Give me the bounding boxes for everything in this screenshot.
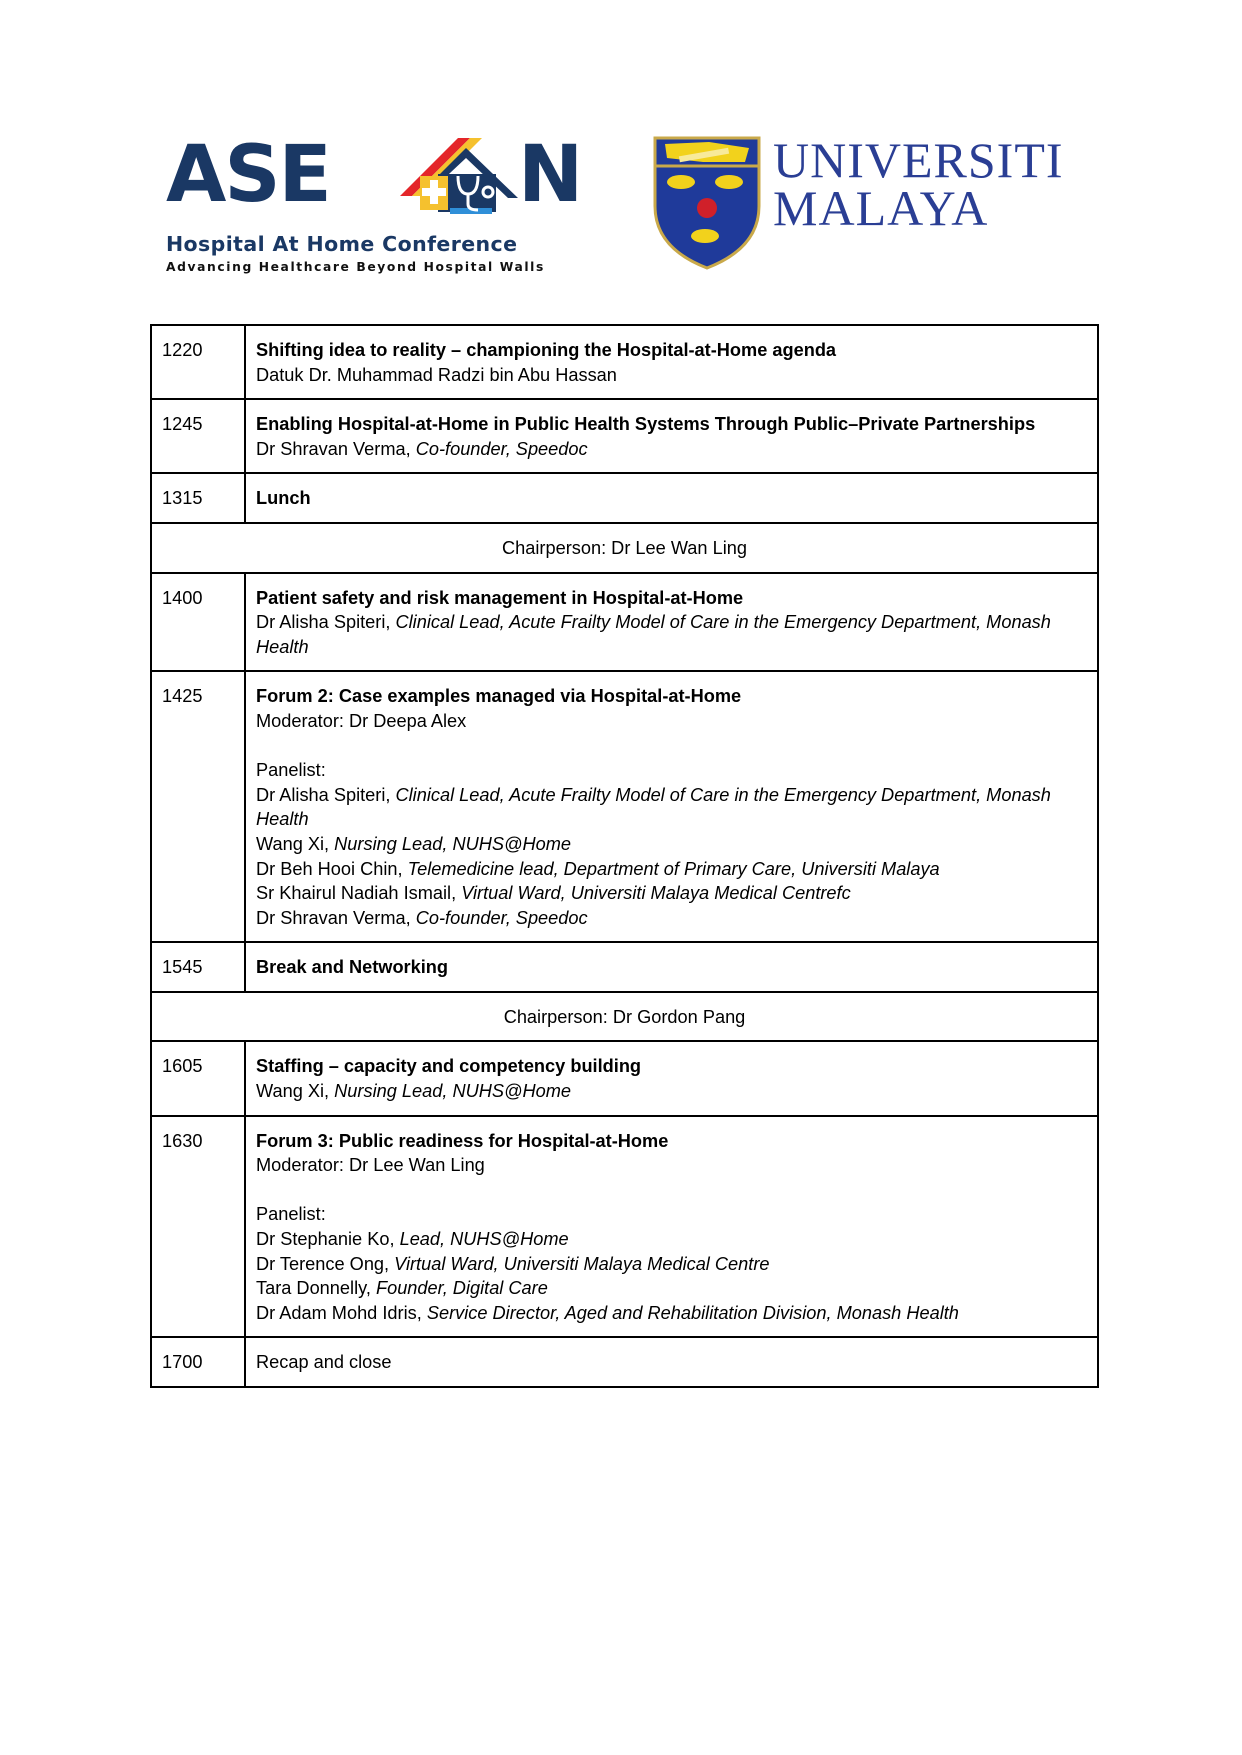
asean-logo-word: ASE <box>166 130 330 220</box>
speaker-role: Co-founder, Speedoc <box>415 438 588 459</box>
panelist <box>256 1227 1087 1252</box>
agenda-row <box>151 671 1098 942</box>
spacer <box>256 734 1087 759</box>
panelist-name: Dr Stephanie Ko, <box>256 1229 400 1250</box>
spacer <box>256 1178 1087 1203</box>
university-name <box>773 132 1064 236</box>
agenda-row <box>151 1337 1098 1387</box>
agenda-row <box>151 325 1098 399</box>
session-time: 1245 <box>151 399 245 473</box>
panelist <box>256 857 1087 882</box>
panelist-name: Dr Beh Hooi Chin, <box>256 858 408 879</box>
panelist-name: Sr Khairul Nadiah Ismail, <box>256 883 462 904</box>
panelist <box>256 906 1087 931</box>
panelist-role: Lead, NUHS@Home <box>399 1229 569 1250</box>
panelist <box>256 1301 1087 1326</box>
panelist-role: Clinical Lead, Acute Frailty Model of Care in the Emergency Department, Monash Health <box>256 784 1051 830</box>
speaker-name: Dr Shravan Verma, <box>256 438 416 459</box>
session-title: Recap and close <box>256 1352 392 1373</box>
panelist <box>256 832 1087 857</box>
agenda-row <box>151 942 1098 992</box>
panelist <box>256 1276 1087 1301</box>
panelist-role: Nursing Lead, NUHS@Home <box>334 833 571 854</box>
university-name-line1: UNIVERSITI <box>773 132 1064 188</box>
panelist-name: Tara Donnelly, <box>256 1278 376 1299</box>
session-title: Forum 3: Public readiness for Hospital-at-Home <box>256 1130 669 1151</box>
panelist-label: Panelist: <box>256 760 326 781</box>
speaker <box>256 610 1087 659</box>
panelist-name: Wang Xi, <box>256 833 335 854</box>
panelist-name: Dr Terence Ong, <box>256 1253 395 1274</box>
university-crest-icon <box>653 136 761 270</box>
speaker-role: Clinical Lead, Acute Frailty Model of Care in the Emergency Department, Monash Health <box>256 612 1051 657</box>
chairperson: Chairperson: Dr Lee Wan Ling <box>151 523 1098 573</box>
session-title: Staffing – capacity and competency building <box>256 1056 642 1077</box>
moderator: Moderator: Dr Lee Wan Ling <box>256 1155 485 1176</box>
speaker-name: Dr Alisha Spiteri, <box>256 612 396 633</box>
conference-name: Hospital At Home Conference <box>166 232 518 256</box>
logo-header <box>0 126 1242 276</box>
session-title: Break and Networking <box>256 957 449 978</box>
agenda-row <box>151 473 1098 523</box>
panelist-role: Co-founder, Speedoc <box>415 907 588 928</box>
session-time: 1630 <box>151 1116 245 1338</box>
agenda-table <box>150 324 1099 1388</box>
asean-logo-word-n: N <box>518 130 584 220</box>
panelist-role: Service Director, Aged and Rehabilitation Division, Monash Health <box>426 1302 959 1323</box>
session-time: 1700 <box>151 1337 245 1387</box>
agenda-row <box>151 1041 1098 1115</box>
session-time: 1425 <box>151 671 245 942</box>
chairperson-row <box>151 523 1098 573</box>
session-details <box>245 942 1098 992</box>
conference-tagline: Advancing Healthcare Beyond Hospital Walls <box>166 260 545 274</box>
speaker <box>256 1079 1087 1104</box>
panelist-name: Dr Shravan Verma, <box>256 907 416 928</box>
university-name-line2: MALAYA <box>773 180 989 236</box>
panelist-label: Panelist: <box>256 1204 326 1225</box>
moderator: Moderator: Dr Deepa Alex <box>256 710 467 731</box>
session-details <box>245 1041 1098 1115</box>
session-details <box>245 473 1098 523</box>
agenda-row <box>151 573 1098 672</box>
agenda-row <box>151 1116 1098 1338</box>
session-title: Lunch <box>256 488 311 509</box>
session-details <box>245 1116 1098 1338</box>
session-time: 1545 <box>151 942 245 992</box>
session-details <box>245 399 1098 473</box>
panelist-role: Telemedicine lead, Department of Primary Care, Universiti Malaya <box>407 858 940 879</box>
logo-stripe <box>166 220 578 224</box>
session-time: 1400 <box>151 573 245 672</box>
agenda-row <box>151 399 1098 473</box>
panelist <box>256 783 1087 832</box>
speaker-role: Nursing Lead, NUHS@Home <box>334 1081 571 1102</box>
session-details <box>245 671 1098 942</box>
session-time: 1315 <box>151 473 245 523</box>
session-title: Patient safety and risk management in Hospital-at-Home <box>256 587 744 608</box>
speaker-name: Wang Xi, <box>256 1081 335 1102</box>
panelist-name: Dr Adam Mohd Idris, <box>256 1302 427 1323</box>
session-details <box>245 573 1098 672</box>
panelist-role: Founder, Digital Care <box>375 1278 548 1299</box>
session-time: 1605 <box>151 1041 245 1115</box>
house-stethoscope-icon <box>394 136 520 220</box>
chairperson: Chairperson: Dr Gordon Pang <box>151 992 1098 1042</box>
session-title: Forum 2: Case examples managed via Hospital-at-Home <box>256 686 742 707</box>
speaker <box>256 437 1087 462</box>
session-details <box>245 325 1098 399</box>
asean-conference-logo <box>166 130 584 274</box>
panelist-name: Dr Alisha Spiteri, <box>256 784 396 805</box>
panelist-role: Virtual Ward, Universiti Malaya Medical Centre <box>394 1253 770 1274</box>
session-title: Enabling Hospital-at-Home in Public Health Systems Through Public–Private Partnerships <box>256 414 1036 435</box>
session-time: 1220 <box>151 325 245 399</box>
universiti-malaya-logo <box>653 132 1093 276</box>
chairperson-row <box>151 992 1098 1042</box>
session-title: Shifting idea to reality – championing the Hospital-at-Home agenda <box>256 340 837 360</box>
panelist <box>256 881 1087 906</box>
panelist <box>256 1252 1087 1277</box>
panelist-role: Virtual Ward, Universiti Malaya Medical Centrefc <box>461 883 851 904</box>
speaker-name: Datuk Dr. Muhammad Radzi bin Abu Hassan <box>256 364 617 385</box>
session-details <box>245 1337 1098 1387</box>
